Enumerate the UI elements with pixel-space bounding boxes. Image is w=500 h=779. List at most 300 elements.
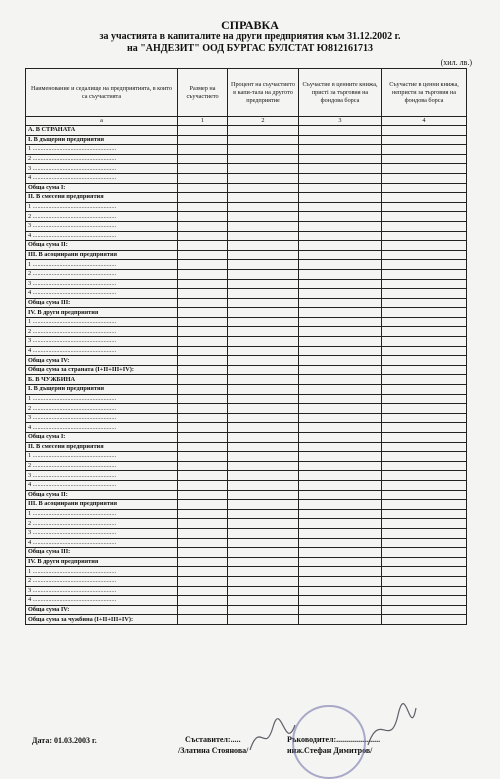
table-cell bbox=[228, 250, 299, 260]
table-cell bbox=[382, 490, 467, 500]
row-label: Б. В ЧУЖБИНА bbox=[26, 375, 178, 385]
row-label: Обща сума за страната (I+II+III+IV): bbox=[26, 365, 178, 375]
table-cell bbox=[178, 557, 228, 567]
table-cell bbox=[299, 154, 382, 164]
table-cell bbox=[228, 154, 299, 164]
table-cell bbox=[299, 289, 382, 299]
table-cell bbox=[228, 442, 299, 452]
row-label: 1 ..................................................... bbox=[26, 145, 178, 155]
table-row bbox=[26, 193, 467, 203]
table-cell bbox=[382, 327, 467, 337]
table-cell bbox=[299, 135, 382, 145]
table-row bbox=[26, 576, 467, 586]
row-label: А. В СТРАНАТА bbox=[26, 126, 178, 136]
table-cell bbox=[299, 327, 382, 337]
table-cell bbox=[299, 173, 382, 183]
table-cell bbox=[228, 423, 299, 433]
table-cell bbox=[382, 212, 467, 222]
row-label: 4 ..................................................... bbox=[26, 596, 178, 606]
table-cell bbox=[382, 202, 467, 212]
table-cell bbox=[228, 413, 299, 423]
column-header-size: Размер на съучастието bbox=[178, 69, 228, 117]
table-cell bbox=[382, 183, 467, 193]
table-cell bbox=[228, 528, 299, 538]
table-cell bbox=[178, 279, 228, 289]
table-cell bbox=[228, 538, 299, 548]
table-cell bbox=[382, 471, 467, 481]
manager-name: инж.Стефан Димитров/ bbox=[287, 746, 373, 755]
row-label: 3 ..................................................... bbox=[26, 221, 178, 231]
row-label: 2 ..................................................... bbox=[26, 404, 178, 414]
table-cell bbox=[178, 596, 228, 606]
table-cell bbox=[178, 289, 228, 299]
row-label: Обща сума III: bbox=[26, 298, 178, 308]
table-cell bbox=[382, 509, 467, 519]
table-cell bbox=[299, 183, 382, 193]
table-cell bbox=[228, 480, 299, 490]
table-cell bbox=[299, 394, 382, 404]
table-cell bbox=[178, 413, 228, 423]
table-cell bbox=[228, 385, 299, 395]
table-cell bbox=[178, 327, 228, 337]
row-label: IV. В други предприятия bbox=[26, 308, 178, 318]
table-cell bbox=[299, 576, 382, 586]
row-label: Обща сума I: bbox=[26, 433, 178, 443]
table-cell bbox=[299, 433, 382, 443]
table-cell bbox=[382, 173, 467, 183]
table-cell bbox=[382, 385, 467, 395]
manager-signature bbox=[360, 700, 420, 755]
table-row bbox=[26, 471, 467, 481]
table-cell bbox=[178, 461, 228, 471]
table-cell bbox=[178, 250, 228, 260]
table-cell bbox=[228, 289, 299, 299]
table-row bbox=[26, 509, 467, 519]
row-label: 3 ..................................................... bbox=[26, 164, 178, 174]
row-label: 4 ..................................................... bbox=[26, 538, 178, 548]
row-label: III. В асоциирани предприятия bbox=[26, 250, 178, 260]
row-label: 2 ..................................................... bbox=[26, 327, 178, 337]
table-cell bbox=[178, 183, 228, 193]
table-cell bbox=[382, 615, 467, 625]
row-label: I. В дъщерни предприятия bbox=[26, 385, 178, 395]
table-cell bbox=[299, 442, 382, 452]
table-cell bbox=[178, 471, 228, 481]
row-label: 2 ..................................................... bbox=[26, 576, 178, 586]
table-cell bbox=[299, 385, 382, 395]
table-cell bbox=[382, 413, 467, 423]
table-cell bbox=[178, 212, 228, 222]
table-cell bbox=[299, 365, 382, 375]
table-row bbox=[26, 145, 467, 155]
table-cell bbox=[299, 269, 382, 279]
table-cell bbox=[382, 605, 467, 615]
table-cell bbox=[299, 500, 382, 510]
column-header-name: Наименование и седалище на предприятията, в които са съучастията bbox=[26, 69, 178, 117]
table-row bbox=[26, 183, 467, 193]
compiler-name: /Златина Стоянова/ bbox=[178, 746, 249, 755]
table-cell bbox=[228, 193, 299, 203]
table-cell bbox=[382, 480, 467, 490]
table-cell bbox=[382, 221, 467, 231]
table-cell bbox=[228, 471, 299, 481]
table-cell bbox=[382, 557, 467, 567]
row-label: Обща сума за чужбина (I+II+III+IV): bbox=[26, 615, 178, 625]
table-cell bbox=[228, 231, 299, 241]
table-row bbox=[26, 461, 467, 471]
column-header-listed: Съучастие в ценните книжа, пристi за търговия на фондова борса bbox=[299, 69, 382, 117]
row-label: 4 ..................................................... bbox=[26, 231, 178, 241]
table-cell bbox=[382, 423, 467, 433]
table-cell bbox=[299, 452, 382, 462]
table-row bbox=[26, 279, 467, 289]
table-row bbox=[26, 519, 467, 529]
table-cell bbox=[178, 404, 228, 414]
table-cell bbox=[382, 394, 467, 404]
table-row bbox=[26, 317, 467, 327]
table-cell bbox=[228, 557, 299, 567]
table-cell bbox=[382, 298, 467, 308]
row-label: 1 ..................................................... bbox=[26, 452, 178, 462]
table-row bbox=[26, 231, 467, 241]
table-cell bbox=[299, 317, 382, 327]
table-cell bbox=[228, 269, 299, 279]
table-cell bbox=[228, 164, 299, 174]
row-label: II. В смесени предприятия bbox=[26, 193, 178, 203]
table-cell bbox=[178, 308, 228, 318]
table-row bbox=[26, 173, 467, 183]
document-title: СПРАВКА bbox=[221, 18, 279, 32]
row-label: 3 ..................................................... bbox=[26, 471, 178, 481]
row-label: 3 ..................................................... bbox=[26, 586, 178, 596]
table-cell bbox=[382, 500, 467, 510]
table-cell bbox=[382, 164, 467, 174]
table-row bbox=[26, 404, 467, 414]
table-row bbox=[26, 567, 467, 577]
table-cell bbox=[178, 375, 228, 385]
table-cell bbox=[228, 241, 299, 251]
table-cell bbox=[382, 241, 467, 251]
compiler-label: Съставител:..... bbox=[185, 735, 241, 744]
table-cell bbox=[178, 346, 228, 356]
date-label: Дата: 01.03.2003 г. bbox=[32, 736, 97, 745]
row-label: 1 ..................................................... bbox=[26, 202, 178, 212]
row-label: 1 ..................................................... bbox=[26, 260, 178, 270]
table-row bbox=[26, 538, 467, 548]
table-cell bbox=[228, 548, 299, 558]
table-cell bbox=[228, 173, 299, 183]
table-row bbox=[26, 500, 467, 510]
table-cell bbox=[178, 586, 228, 596]
table-cell bbox=[228, 337, 299, 347]
row-label: 2 ..................................................... bbox=[26, 212, 178, 222]
table-row bbox=[26, 605, 467, 615]
participation-table bbox=[25, 68, 467, 625]
table-cell bbox=[382, 135, 467, 145]
table-cell bbox=[228, 365, 299, 375]
table-row bbox=[26, 615, 467, 625]
table-row bbox=[26, 490, 467, 500]
table-cell bbox=[178, 260, 228, 270]
table-cell bbox=[228, 298, 299, 308]
table-row bbox=[26, 385, 467, 395]
table-cell bbox=[382, 126, 467, 136]
column-number: 3 bbox=[299, 117, 382, 126]
table-cell bbox=[299, 260, 382, 270]
table-cell bbox=[299, 404, 382, 414]
table-cell bbox=[382, 346, 467, 356]
table-cell bbox=[178, 423, 228, 433]
row-label: Обща сума I: bbox=[26, 183, 178, 193]
table-cell bbox=[299, 471, 382, 481]
table-cell bbox=[382, 548, 467, 558]
table-cell bbox=[299, 557, 382, 567]
table-cell bbox=[382, 250, 467, 260]
table-cell bbox=[228, 212, 299, 222]
table-cell bbox=[382, 154, 467, 164]
table-cell bbox=[178, 145, 228, 155]
table-cell bbox=[178, 385, 228, 395]
row-label: 3 ..................................................... bbox=[26, 528, 178, 538]
table-cell bbox=[382, 260, 467, 270]
table-cell bbox=[178, 126, 228, 136]
table-cell bbox=[299, 615, 382, 625]
table-cell bbox=[178, 173, 228, 183]
table-cell bbox=[178, 528, 228, 538]
table-cell bbox=[382, 269, 467, 279]
table-cell bbox=[228, 519, 299, 529]
row-label: Обща сума IV: bbox=[26, 605, 178, 615]
table-row bbox=[26, 596, 467, 606]
table-cell bbox=[299, 586, 382, 596]
table-cell bbox=[299, 413, 382, 423]
table-cell bbox=[178, 231, 228, 241]
row-label: Обща сума II: bbox=[26, 241, 178, 251]
row-label: Обща сума III: bbox=[26, 548, 178, 558]
table-cell bbox=[299, 567, 382, 577]
table-cell bbox=[299, 509, 382, 519]
table-cell bbox=[382, 145, 467, 155]
table-cell bbox=[382, 404, 467, 414]
table-cell bbox=[299, 212, 382, 222]
table-row bbox=[26, 442, 467, 452]
table-row bbox=[26, 346, 467, 356]
table-cell bbox=[228, 605, 299, 615]
table-cell bbox=[228, 509, 299, 519]
table-cell bbox=[228, 135, 299, 145]
table-row bbox=[26, 154, 467, 164]
table-row bbox=[26, 586, 467, 596]
table-row bbox=[26, 433, 467, 443]
table-cell bbox=[178, 365, 228, 375]
table-cell bbox=[178, 356, 228, 366]
table-row bbox=[26, 164, 467, 174]
table-cell bbox=[228, 260, 299, 270]
table-cell bbox=[299, 298, 382, 308]
table-cell bbox=[178, 452, 228, 462]
table-cell bbox=[299, 596, 382, 606]
table-cell bbox=[299, 461, 382, 471]
table-cell bbox=[299, 202, 382, 212]
table-cell bbox=[178, 221, 228, 231]
row-label: 4 ..................................................... bbox=[26, 423, 178, 433]
table-cell bbox=[228, 461, 299, 471]
table-row bbox=[26, 413, 467, 423]
table-row bbox=[26, 298, 467, 308]
table-row bbox=[26, 308, 467, 318]
table-cell bbox=[299, 279, 382, 289]
table-cell bbox=[178, 337, 228, 347]
row-label: 4 ..................................................... bbox=[26, 480, 178, 490]
table-cell bbox=[382, 337, 467, 347]
table-row bbox=[26, 241, 467, 251]
table-cell bbox=[228, 317, 299, 327]
table-cell bbox=[299, 231, 382, 241]
table-cell bbox=[178, 164, 228, 174]
row-label: 3 ..................................................... bbox=[26, 279, 178, 289]
table-cell bbox=[299, 337, 382, 347]
table-row bbox=[26, 528, 467, 538]
table-cell bbox=[382, 231, 467, 241]
table-cell bbox=[299, 346, 382, 356]
table-row bbox=[26, 135, 467, 145]
row-label: 1 ..................................................... bbox=[26, 567, 178, 577]
row-label: 1 ..................................................... bbox=[26, 317, 178, 327]
table-row bbox=[26, 202, 467, 212]
table-cell bbox=[382, 279, 467, 289]
table-cell bbox=[299, 126, 382, 136]
table-cell bbox=[178, 538, 228, 548]
table-cell bbox=[178, 202, 228, 212]
row-label: 3 ..................................................... bbox=[26, 337, 178, 347]
table-cell bbox=[382, 356, 467, 366]
table-cell bbox=[382, 433, 467, 443]
table-cell bbox=[228, 394, 299, 404]
table-row bbox=[26, 250, 467, 260]
table-cell bbox=[382, 375, 467, 385]
table-cell bbox=[228, 596, 299, 606]
table-cell bbox=[382, 576, 467, 586]
table-row bbox=[26, 337, 467, 347]
table-cell bbox=[382, 442, 467, 452]
unit-label: (хил. лв.) bbox=[440, 58, 472, 67]
table-row bbox=[26, 212, 467, 222]
row-label: 2 ..................................................... bbox=[26, 461, 178, 471]
table-cell bbox=[382, 567, 467, 577]
table-cell bbox=[228, 576, 299, 586]
table-cell bbox=[228, 279, 299, 289]
column-header-unlisted: Съучастие в ценни книжа, непристи за търговия на фондова борса bbox=[382, 69, 467, 117]
table-cell bbox=[299, 480, 382, 490]
table-row bbox=[26, 423, 467, 433]
table-cell bbox=[299, 221, 382, 231]
table-row bbox=[26, 365, 467, 375]
row-label: 4 ..................................................... bbox=[26, 173, 178, 183]
table-row bbox=[26, 289, 467, 299]
row-label: II. В смесени предприятия bbox=[26, 442, 178, 452]
table-cell bbox=[299, 528, 382, 538]
table-row bbox=[26, 375, 467, 385]
table-cell bbox=[178, 548, 228, 558]
table-cell bbox=[299, 490, 382, 500]
table-cell bbox=[228, 433, 299, 443]
table-cell bbox=[228, 375, 299, 385]
table-cell bbox=[228, 308, 299, 318]
row-label: 2 ..................................................... bbox=[26, 154, 178, 164]
row-label: 3 ..................................................... bbox=[26, 413, 178, 423]
table-cell bbox=[382, 365, 467, 375]
table-cell bbox=[382, 461, 467, 471]
table-cell bbox=[382, 193, 467, 203]
table-row bbox=[26, 548, 467, 558]
table-row bbox=[26, 480, 467, 490]
table-cell bbox=[178, 576, 228, 586]
table-cell bbox=[178, 519, 228, 529]
table-cell bbox=[178, 241, 228, 251]
table-cell bbox=[228, 202, 299, 212]
table-cell bbox=[382, 452, 467, 462]
table-cell bbox=[178, 480, 228, 490]
table-cell bbox=[299, 375, 382, 385]
table-cell bbox=[382, 586, 467, 596]
column-number: 1 bbox=[178, 117, 228, 126]
column-number: 2 bbox=[228, 117, 299, 126]
manager-label: Ръководител:...................... bbox=[287, 735, 381, 744]
table-cell bbox=[178, 154, 228, 164]
table-cell bbox=[228, 126, 299, 136]
table-row bbox=[26, 356, 467, 366]
row-label: IV. В други предприятия bbox=[26, 557, 178, 567]
row-label: 2 ..................................................... bbox=[26, 269, 178, 279]
table-cell bbox=[382, 308, 467, 318]
row-label: I. В дъщерни предприятия bbox=[26, 135, 178, 145]
table-cell bbox=[228, 615, 299, 625]
table-cell bbox=[299, 356, 382, 366]
table-cell bbox=[228, 452, 299, 462]
row-label: Обща сума II: bbox=[26, 490, 178, 500]
table-cell bbox=[178, 605, 228, 615]
row-label: 4 ..................................................... bbox=[26, 346, 178, 356]
column-number: а bbox=[26, 117, 178, 126]
table-cell bbox=[178, 442, 228, 452]
company-line: на "АНДЕЗИТ" ООД БУРГАС БУЛСТАТ Ю812161713 bbox=[126, 43, 374, 54]
column-header-percent: Процент на съучастието в капи-тала на другото предприятие bbox=[228, 69, 299, 117]
table-cell bbox=[382, 317, 467, 327]
table-cell bbox=[228, 346, 299, 356]
table-row bbox=[26, 269, 467, 279]
table-cell bbox=[178, 433, 228, 443]
row-label: Обща сума IV: bbox=[26, 356, 178, 366]
table-cell bbox=[299, 241, 382, 251]
table-cell bbox=[382, 596, 467, 606]
table-cell bbox=[178, 490, 228, 500]
table-cell bbox=[228, 356, 299, 366]
table-cell bbox=[299, 250, 382, 260]
table-row bbox=[26, 260, 467, 270]
row-label: 4 ..................................................... bbox=[26, 289, 178, 299]
table-cell bbox=[299, 605, 382, 615]
table-cell bbox=[299, 519, 382, 529]
table-cell bbox=[228, 221, 299, 231]
table-cell bbox=[299, 193, 382, 203]
table-cell bbox=[178, 394, 228, 404]
document-subtitle: за участията в капиталите на други предприятия към 31.12.2002 г. bbox=[99, 31, 401, 42]
table-cell bbox=[228, 586, 299, 596]
table-row bbox=[26, 557, 467, 567]
table-cell bbox=[228, 327, 299, 337]
table-cell bbox=[299, 423, 382, 433]
table-cell bbox=[299, 145, 382, 155]
